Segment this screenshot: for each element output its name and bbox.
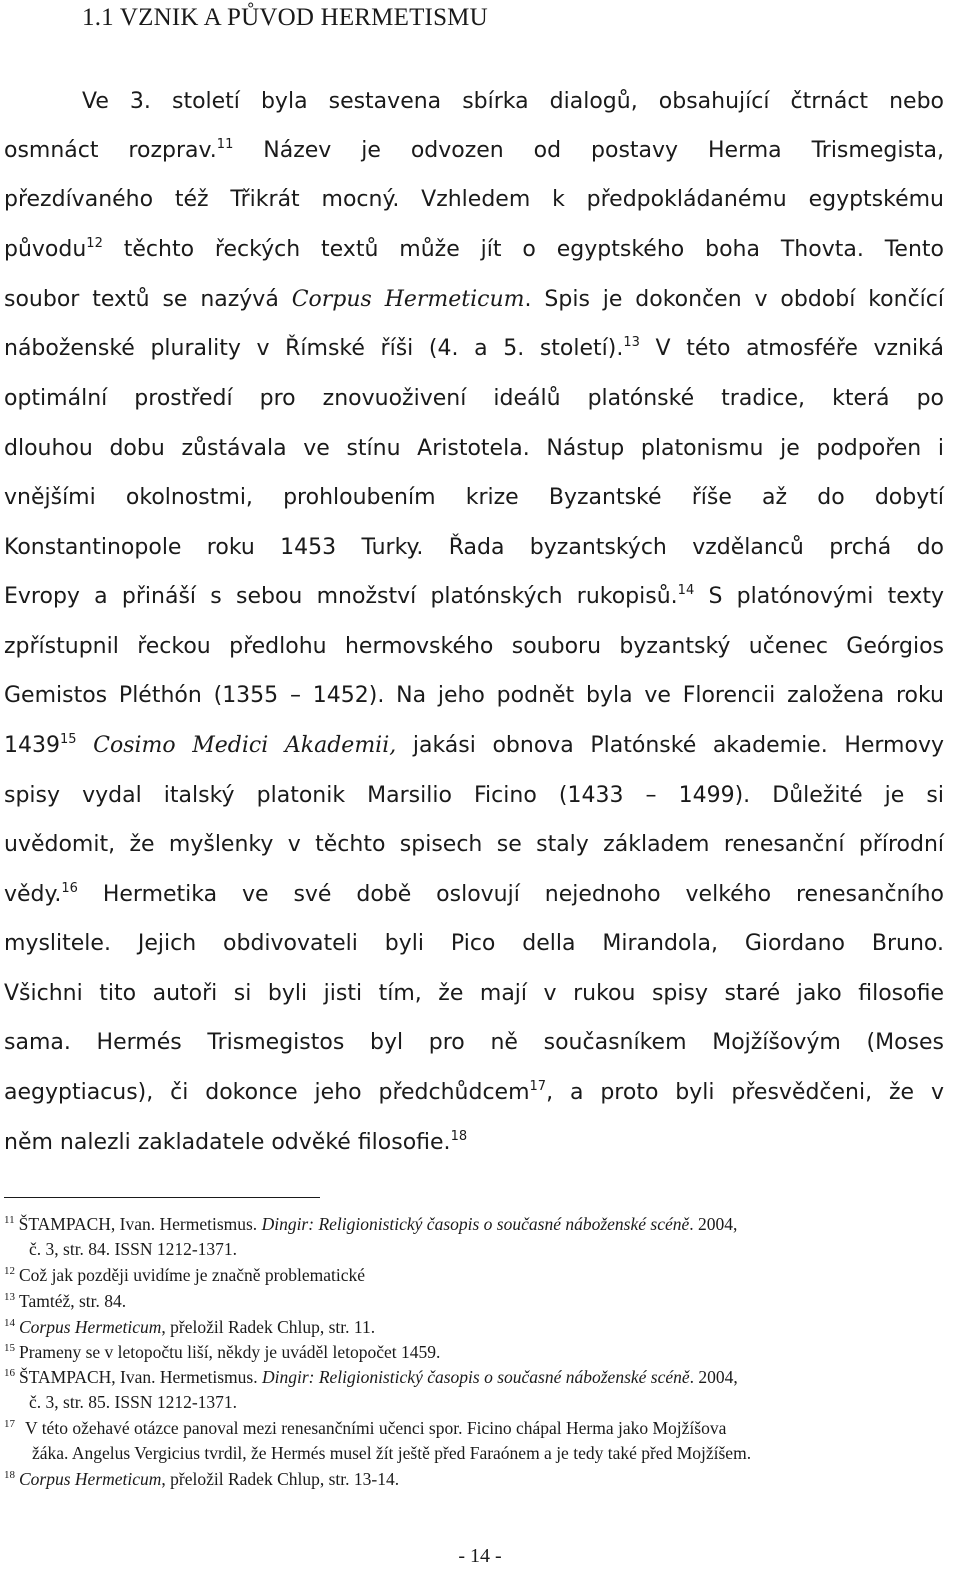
text: č. 3, str. 84. ISSN 1212-1371. <box>29 1239 238 1259</box>
footnote-ref[interactable]: 15 <box>60 732 77 747</box>
body-line <box>4 1128 944 1158</box>
text: Hermetika ve své době oslovují nejednoho velkého renesančního <box>77 882 944 907</box>
text: Což jak později uvidíme je značně problematické <box>19 1265 365 1285</box>
text: aegyptiacus), či dokonce jeho předchůdcem <box>4 1080 530 1105</box>
text: něm nalezli zakladatele odvěké filosofie. <box>4 1130 451 1155</box>
body-line <box>4 979 944 1009</box>
footnote-ref[interactable]: 14 <box>677 583 695 598</box>
body-line <box>4 285 944 315</box>
text: žáka. Angelus Vergicius tvrdil, že Hermés musel žít ještě před Faraónem a je tedy také před Mojžíšem. <box>32 1443 752 1463</box>
text: soubor textů se nazývá <box>4 287 292 312</box>
text: 1439 <box>4 733 60 758</box>
footnote-ref[interactable]: 12 <box>86 236 103 251</box>
body-line <box>4 632 944 662</box>
body-line <box>4 136 944 166</box>
text: Název je odvozen od postavy Herma Trismegista, <box>233 138 944 163</box>
footnote-17-cont <box>4 1442 954 1464</box>
body-line <box>4 87 944 117</box>
footnote-number: 13 <box>4 1291 15 1303</box>
text: vědy. <box>4 882 62 907</box>
text: . Spis je dokončen v období končící <box>524 287 944 312</box>
footnote-13 <box>4 1290 954 1312</box>
text: zpřístupnil řeckou předlohu hermovského souboru byzantský učenec Geórgios <box>4 634 944 659</box>
text: Ve 3. století byla sestavena sbírka dialogů, obsahující čtrnáct nebo <box>82 89 944 114</box>
text: Konstantinopole roku 1453 Turky. Řada byzantských vzdělanců prchá do <box>4 535 944 560</box>
text: jakási obnova Platónské akademie. Hermovy <box>396 733 944 758</box>
body-line <box>4 880 944 910</box>
footnote-ref[interactable]: 13 <box>623 335 640 350</box>
footnote-separator <box>4 1197 320 1198</box>
footnote-ref[interactable]: 16 <box>61 881 78 896</box>
footnote-17 <box>4 1417 954 1439</box>
footnote-14 <box>4 1316 954 1338</box>
italic-title: Corpus Hermeticum <box>19 1317 162 1337</box>
body-line <box>4 731 944 761</box>
text: . 2004, <box>689 1214 738 1234</box>
text: těchto řeckých textů může jít o egyptského boha Thovta. Tento <box>102 237 944 262</box>
text: ŠTAMPACH, Ivan. Hermetismus. <box>18 1214 262 1234</box>
text: , přeložil Radek Chlup, str. 13-14. <box>161 1469 400 1489</box>
footnote-number: 14 <box>4 1317 15 1329</box>
section-heading: 1.1 VZNIK A PŮVOD HERMETISMU <box>82 4 488 31</box>
footnote-15 <box>4 1341 954 1363</box>
footnote-number: 16 <box>4 1367 15 1379</box>
footnote-number: 17 <box>4 1418 15 1430</box>
body-line <box>4 1078 944 1108</box>
text: S platónovými texty <box>694 584 945 609</box>
text: , přeložil Radek Chlup, str. 11. <box>161 1317 376 1337</box>
body-line <box>4 681 944 711</box>
italic-title: Dingir: Religionistický časopis o současné náboženské scéně <box>261 1367 690 1387</box>
italic-title: Cosimo Medici Akademii, <box>76 733 397 758</box>
footnote-11 <box>4 1213 954 1235</box>
text: Evropy a přináší s sebou množství platónských rukopisů. <box>4 584 678 609</box>
footnote-number: 11 <box>4 1214 15 1226</box>
text: osmnáct rozprav. <box>4 138 217 163</box>
text: původu <box>4 237 87 262</box>
italic-title: Dingir: Religionistický časopis o současné náboženské scéně <box>261 1214 690 1234</box>
text: spisy vydal italský platonik Marsilio Ficino (1433 – 1499). Důležité je si <box>4 783 944 808</box>
italic-title: Corpus Hermeticum <box>19 1469 162 1489</box>
text: , a proto byli přesvědčeni, že v <box>546 1080 944 1105</box>
text: přezdívaného též Třikrát mocný. Vzhledem k předpokládanému egyptskému <box>4 187 944 212</box>
text: vnějšími okolnostmi, prohloubením krize Byzantské říše až do dobytí <box>4 485 944 510</box>
text: sama. Hermés Trismegistos byl pro ně současníkem Mojžíšovým (Moses <box>4 1030 944 1055</box>
text: Prameny se v letopočtu liší, někdy je uváděl letopočet 1459. <box>19 1342 441 1362</box>
footnote-16 <box>4 1366 954 1388</box>
footnote-ref[interactable]: 18 <box>450 1129 468 1144</box>
body-line <box>4 235 944 265</box>
body-line <box>4 830 944 860</box>
footnote-16-cont <box>4 1391 954 1413</box>
body-line <box>4 483 944 513</box>
text: náboženské plurality v Římské říši (4. a 5. století). <box>4 336 624 361</box>
text: Tamtéž, str. 84. <box>19 1291 127 1311</box>
footnote-number: 12 <box>4 1265 15 1277</box>
body-line <box>4 185 944 215</box>
text: č. 3, str. 85. ISSN 1212-1371. <box>29 1392 238 1412</box>
text: myslitele. Jejich obdivovateli byli Pico della Mirandola, Giordano Bruno. <box>4 931 944 956</box>
text: optimální prostředí pro znovuoživení ideálů platónské tradice, která po <box>4 386 944 411</box>
body-line <box>4 781 944 811</box>
italic-title: Corpus Hermeticum <box>291 287 525 312</box>
body-line <box>4 434 944 464</box>
text: uvědomit, že myšlenky v těchto spisech se staly základem renesanční přírodní <box>4 832 944 857</box>
footnote-number: 15 <box>4 1342 15 1354</box>
text: . 2004, <box>689 1367 738 1387</box>
text: V této ožehavé otázce panoval mezi renesančními učenci spor. Ficino chápal Herma jako Mojžíšova <box>25 1418 727 1438</box>
body-line <box>4 533 944 563</box>
footnote-ref[interactable]: 11 <box>216 137 234 152</box>
text: Všichni tito autoři si byli jisti tím, že mají v rukou spisy staré jako filosofie <box>4 981 944 1006</box>
body-line <box>4 929 944 959</box>
footnote-number: 18 <box>4 1469 15 1481</box>
footnote-11-cont <box>4 1238 954 1260</box>
text: V této atmosféře vzniká <box>639 336 944 361</box>
footnote-ref[interactable]: 17 <box>529 1079 547 1094</box>
text: dlouhou dobu zůstávala ve stínu Aristotela. Nástup platonismu je podpořen i <box>4 436 944 461</box>
body-line <box>4 334 944 364</box>
text: Gemistos Pléthón (1355 – 1452). Na jeho podnět byla ve Florencii založena roku <box>4 683 944 708</box>
page-number: - 14 - <box>458 1545 502 1567</box>
body-line <box>4 582 944 612</box>
body-line <box>4 1028 944 1058</box>
body-line <box>4 384 944 414</box>
footnote-18 <box>4 1468 954 1490</box>
footnote-12 <box>4 1264 954 1286</box>
text: ŠTAMPACH, Ivan. Hermetismus. <box>19 1367 262 1387</box>
